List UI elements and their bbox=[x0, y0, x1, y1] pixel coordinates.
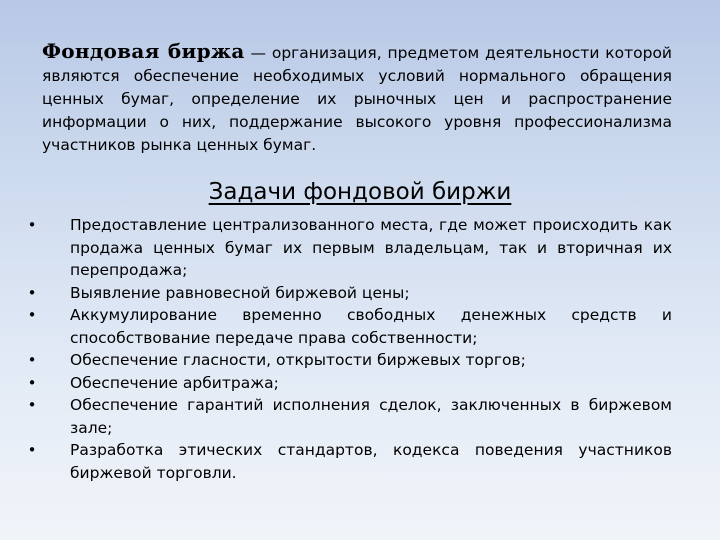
defined-term: Фондовая биржа bbox=[42, 38, 245, 63]
list-item-text: Выявление равновесной биржевой цены; bbox=[70, 283, 410, 302]
section-heading: Задачи фондовой биржи bbox=[208, 179, 512, 205]
definition-paragraph bbox=[42, 40, 672, 157]
bullet-icon: • bbox=[27, 216, 37, 234]
bullet-icon: • bbox=[27, 396, 37, 414]
list-item-text: Аккумулирование временно свободных денежных средств и способствование передаче права собственности; bbox=[70, 306, 672, 347]
list-item bbox=[26, 439, 672, 484]
bullet-icon: • bbox=[27, 306, 37, 324]
bullet-icon: • bbox=[27, 441, 37, 459]
tasks-list bbox=[26, 214, 672, 484]
definition-text: — организация, предметом деятельности которой являются обеспечение необходимых условий нормального обращения ценных бумаг, определение их рыночных цен и распространение информации о них, поддержание высокого уровня профессионализма участников рынка ценных бумаг. bbox=[42, 43, 673, 154]
list-item bbox=[26, 304, 672, 349]
bullet-icon: • bbox=[27, 283, 37, 302]
bullet-icon: • bbox=[27, 351, 37, 369]
list-item bbox=[26, 372, 672, 395]
list-item bbox=[26, 214, 672, 282]
list-item-text: Предоставление централизованного места, где может происходить как продажа ценных бумаг их первым владельцам, так и вторичная их перепродажа; bbox=[70, 216, 672, 279]
list-item-text: Обеспечение гарантий исполнения сделок, заключенных в биржевом зале; bbox=[70, 396, 672, 437]
bullet-icon: • bbox=[27, 373, 37, 392]
list-item-text: Обеспечение арбитража; bbox=[70, 373, 279, 392]
list-item-text: Разработка этических стандартов, кодекса поведения участников биржевой торговли. bbox=[70, 441, 672, 482]
list-item bbox=[26, 394, 672, 439]
list-item-text: Обеспечение гласности, открытости биржевых торгов; bbox=[70, 351, 526, 369]
list-item bbox=[26, 349, 672, 372]
list-item bbox=[26, 282, 672, 305]
